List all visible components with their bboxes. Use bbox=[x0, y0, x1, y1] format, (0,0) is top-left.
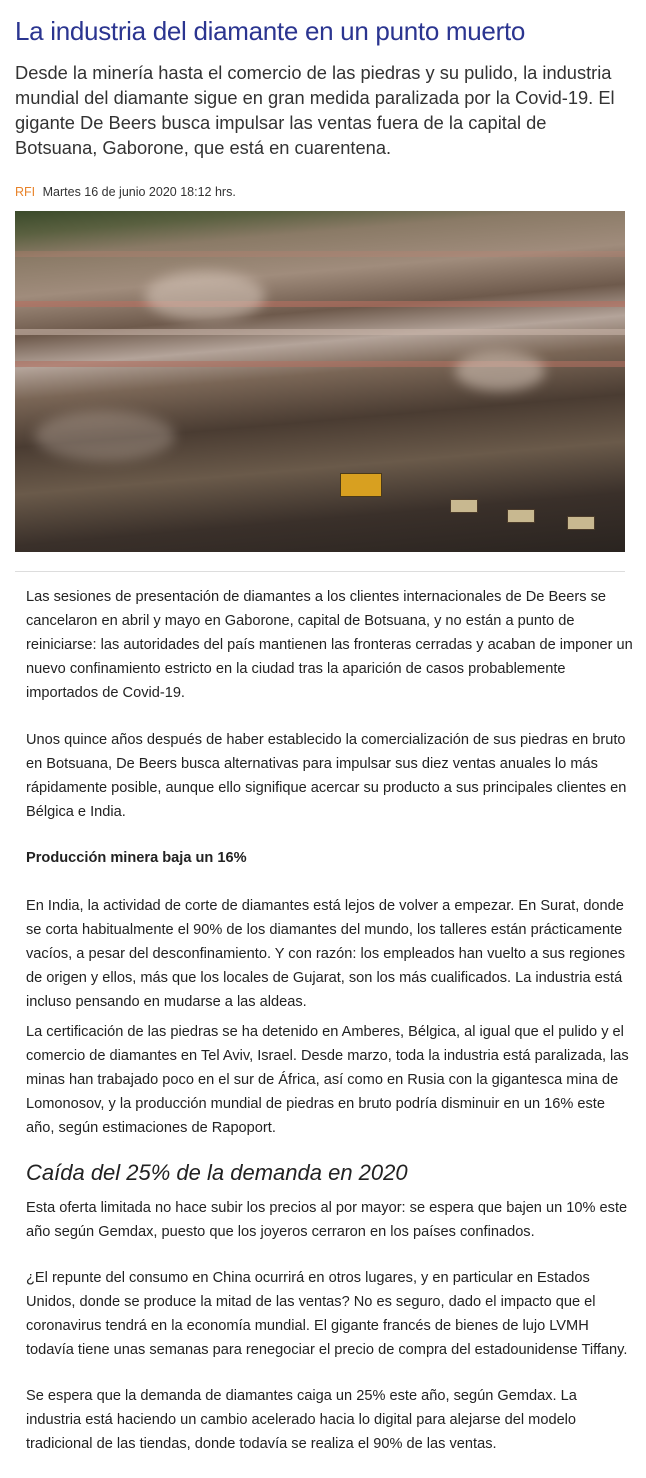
paragraph: En India, la actividad de corte de diamantes está lejos de volver a empezar. En Surat, donde se corta habitualmente el 90% de los diamantes del mundo, los talleres están prácticamente vacíos, a pesar del desconfinamiento. Y con razón: los empleados han vuelto a sus regiones de origen y ellos, más que los locales de Gujarat, son los más cualificados. La industria está incluso pensando en mudarse a las aldeas. bbox=[26, 898, 625, 1010]
paragraph: Esta oferta limitada no hace subir los precios al por mayor: se espera que bajen un 10% este año según Gemdax, puesto que los joyeros cerraron en los países confinados. bbox=[26, 1200, 628, 1240]
paragraph: La certificación de las piedras se ha detenido en Amberes, Bélgica, al igual que el pulido y el comercio de diamantes en Tel Aviv, Israel. Desde marzo, toda la industria está paralizada, las minas han trabajado poco en el sur de África, así como en Rusia con la gigantesca mina de Lomonosov, y la producción mundial de piedras en bruto podría disminuir en un 16% este año, según estimaciones de Rapoport. bbox=[26, 1024, 629, 1136]
article-lead: Desde la minería hasta el comercio de las piedras y su pulido, la industria mundial del diamante sigue en gran medida paralizada por la Covid-19. El gigante De Beers busca impulsar las ventas fuera de la capital de Botsuana, Gaborone, que está en cuarentena. bbox=[15, 62, 615, 158]
divider bbox=[15, 571, 625, 572]
paragraph: Unos quince años después de haber establecido la comercialización de sus piedras en bruto en Botsuana, De Beers busca alternativas para impulsar sus diez ventas anuales lo más rápidamente posible, aunque ello signifique acercar su producto a sus principales clientes en Bélgica e India. bbox=[26, 732, 627, 820]
article-meta bbox=[15, 185, 236, 199]
paragraph: Se espera que la demanda de diamantes caiga un 25% este año, según Gemdax. La industria está haciendo un cambio acelerado hacia lo digital para alejarse del modelo tradicional de las tiendas, donde todavía se realiza el 90% de las ventas. bbox=[26, 1388, 577, 1452]
section-subheading: Producción minera baja un 16% bbox=[26, 850, 247, 866]
mine-photo bbox=[15, 211, 625, 552]
section-heading: Caída del 25% de la demanda en 2020 bbox=[26, 1160, 408, 1185]
paragraph: ¿El repunte del consumo en China ocurrirá en otros lugares, y en particular en Estados Unidos, donde se produce la mitad de las ventas? No es seguro, dado el impacto que el coronavirus tendrá en la economía mundial. El gigante francés de bienes de lujo LVMH todavía tiene unas semanas para renegociar el precio de compra del estadounidense Tiffany. bbox=[26, 1270, 628, 1358]
paragraph: Las sesiones de presentación de diamantes a los clientes internacionales de De Beers se cancelaron en abril y mayo en Gaborone, capital de Botsuana, y no están a punto de reiniciarse: las autoridades del país mantienen las fronteras cerradas y acaban de imponer un nuevo confinamiento estricto en la ciudad tras la aparición de casos probablemente importados de Covid-19. bbox=[26, 589, 633, 701]
publish-date: Martes 16 de junio 2020 18:12 hrs. bbox=[42, 185, 236, 199]
source-link[interactable]: RFI bbox=[15, 185, 36, 199]
article-title: La industria del diamante en un punto muerto bbox=[15, 16, 526, 46]
